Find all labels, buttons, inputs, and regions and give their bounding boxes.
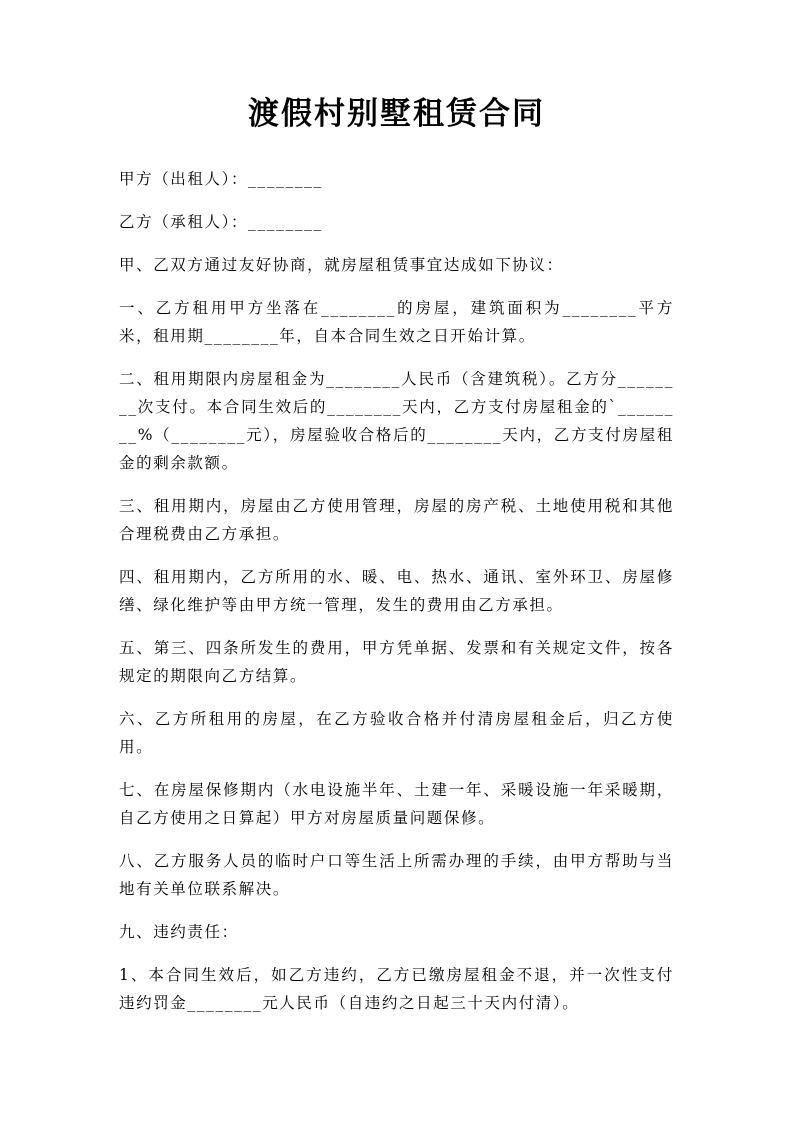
contract-title: 渡假村别墅租赁合同: [248, 96, 545, 132]
clause-2: 二、租用期限内房屋租金为________人民币（含建筑税）。乙方分________次支付。本合同生效后的________天内，乙方支付房屋租金的`________%（________元），房屋验收合格后的________天内，乙方支付房屋租金的剩余款额。: [119, 370, 674, 472]
clause-6: 六、乙方所租用的房屋，在乙方验收合格并付清房屋租金后，归乙方使用。: [119, 710, 674, 756]
clause-4: 四、租用期内，乙方所用的水、暖、电、热水、通讯、室外环卫、房屋修缮、绿化维护等由甲方统一管理，发生的费用由乙方承担。: [119, 568, 674, 614]
clause-9-heading: 九、违约责任：: [119, 923, 239, 941]
clause-9-item-1: 1、本合同生效后，如乙方违约，乙方已缴房屋租金不退，并一次性支付违约罚金________元人民币（自违约之日起三十天内付清）。: [119, 966, 674, 1012]
clause-3: 三、租用期内，房屋由乙方使用管理，房屋的房产税、土地使用税和其他合理税费由乙方承担。: [119, 497, 674, 543]
party-a-line: 甲方（出租人）：________: [119, 170, 323, 188]
clause-5: 五、第三、四条所发生的费用，甲方凭单据、发票和有关规定文件，按各规定的期限向乙方结算。: [119, 639, 674, 685]
party-b-line: 乙方（承租人）：________: [119, 213, 323, 231]
clause-8: 八、乙方服务人员的临时户口等生活上所需办理的手续，由甲方帮助与当地有关单位联系解决。: [119, 852, 674, 898]
clause-7: 七、在房屋保修期内（水电设施半年、土建一年、采暖设施一年采暖期，自乙方使用之日算起）甲方对房屋质量问题保修。: [119, 781, 674, 827]
clause-1: 一、乙方租用甲方坐落在________的房屋，建筑面积为________平方米，租用期________年，自本合同生效之日开始计算。: [119, 299, 674, 345]
intro-paragraph: 甲、乙双方通过友好协商，就房屋租赁事宜达成如下协议：: [119, 256, 564, 274]
